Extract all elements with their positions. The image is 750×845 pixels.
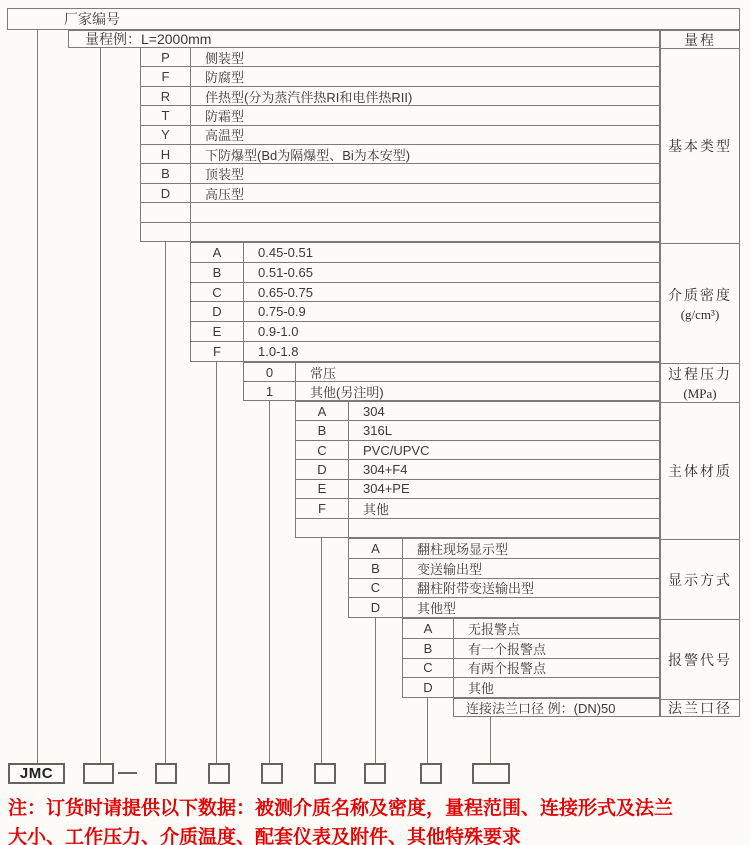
table-row xyxy=(141,66,659,85)
connector-line-display-mode xyxy=(375,618,376,763)
connector-line-flange xyxy=(490,717,491,763)
code-cell: C xyxy=(191,283,244,302)
material-code-box xyxy=(314,763,336,784)
desc-cell: 0.9-1.0 xyxy=(258,324,299,340)
desc-cell: 翻柱附带变送输出型 xyxy=(417,581,535,597)
table-row xyxy=(244,363,659,381)
connector-line-material xyxy=(321,538,322,763)
code-cell: H xyxy=(141,145,191,163)
desc-cell: 其他 xyxy=(363,501,390,517)
desc-cell: 下防爆型(Bd为隔爆型、Bi为本安型) xyxy=(205,147,411,163)
table-row xyxy=(403,619,659,638)
side-label-density: 介质密度 (g/cm³) xyxy=(661,243,739,363)
range-code-box xyxy=(83,763,114,784)
code-cell: A xyxy=(296,402,349,420)
desc-cell: 304 xyxy=(363,403,385,419)
code-cell: D xyxy=(141,184,191,202)
code-cell: A xyxy=(191,243,244,262)
desc-cell: 304+PE xyxy=(363,481,410,497)
table-row xyxy=(454,699,659,716)
desc-cell: 其他(另注明) xyxy=(310,384,384,400)
table-row xyxy=(141,144,659,163)
side-label-pressure: 过程压力 (MPa) xyxy=(661,363,739,402)
table-row xyxy=(296,459,659,478)
table-row xyxy=(141,105,659,124)
side-label-basic-type: 基本类型 xyxy=(661,48,739,243)
density-table xyxy=(190,242,660,362)
desc-cell xyxy=(191,203,659,221)
code-cell: C xyxy=(296,441,349,459)
table-row xyxy=(296,440,659,459)
table-row xyxy=(244,381,659,400)
connector-line-density xyxy=(216,362,217,763)
connector-line-basic-type xyxy=(165,242,166,763)
desc-cell: 防腐型 xyxy=(205,70,245,86)
desc-cell xyxy=(191,223,659,241)
model-prefix-box xyxy=(8,763,65,784)
flange-size-row xyxy=(453,698,660,717)
desc-cell: 0.75-0.9 xyxy=(258,304,306,320)
code-cell: B xyxy=(349,559,403,578)
table-row xyxy=(191,243,659,262)
code-cell: 1 xyxy=(244,382,296,400)
table-row xyxy=(296,479,659,498)
desc-cell: PVC/UPVC xyxy=(363,442,430,458)
code-cell: F xyxy=(191,342,244,361)
basic-type-table xyxy=(140,47,660,242)
side-label-range: 量程 xyxy=(684,33,716,49)
desc-cell: 其他 xyxy=(468,681,495,697)
desc-cell: 无报警点 xyxy=(468,621,521,637)
desc-cell: 0.65-0.75 xyxy=(258,284,313,300)
pressure-table xyxy=(243,362,660,401)
display-mode-code-box xyxy=(364,763,386,784)
pressure-code-box xyxy=(261,763,283,784)
table-row xyxy=(296,498,659,517)
side-label-column xyxy=(660,30,740,717)
basic-type-code-box xyxy=(155,763,177,784)
code-cell: B xyxy=(191,263,244,282)
table-row xyxy=(191,341,659,361)
desc-cell: 316L xyxy=(363,423,392,439)
side-label-material: 主体材质 xyxy=(661,402,739,539)
code-cell: A xyxy=(349,539,403,558)
code-cell: Y xyxy=(141,126,191,144)
table-row xyxy=(403,677,659,697)
range-example-row xyxy=(68,30,660,48)
desc-cell: 0.51-0.65 xyxy=(258,264,313,280)
desc-cell: 侧装型 xyxy=(205,50,245,66)
desc-cell: 变送输出型 xyxy=(417,561,483,577)
code-cell: F xyxy=(141,67,191,85)
table-row xyxy=(349,597,659,617)
table-row-empty xyxy=(141,202,659,221)
table-row xyxy=(141,183,659,202)
desc-cell: 防霜型 xyxy=(205,108,245,124)
desc-cell: 高压型 xyxy=(205,186,245,202)
desc-cell: 0.45-0.51 xyxy=(258,244,313,260)
range-example-label: 量程例：L=2000mm xyxy=(85,31,212,47)
code-cell: F xyxy=(296,499,349,517)
desc-cell: 伴热型(分为蒸汽伴热RI和电伴热RII) xyxy=(205,89,413,105)
table-row xyxy=(403,658,659,678)
code-cell: 0 xyxy=(244,363,296,381)
code-cell: D xyxy=(191,302,244,321)
density-code-box xyxy=(208,763,230,784)
desc-cell: 有一个报警点 xyxy=(468,641,547,657)
desc-cell xyxy=(349,519,659,537)
desc-cell: 304+F4 xyxy=(363,461,408,477)
table-row xyxy=(403,638,659,658)
code-cell: C xyxy=(349,579,403,598)
table-row xyxy=(141,125,659,144)
code-cell: D xyxy=(349,598,403,617)
code-cell: B xyxy=(141,164,191,182)
desc-cell: 高温型 xyxy=(205,128,245,144)
table-row xyxy=(349,539,659,558)
code-cell xyxy=(141,223,191,241)
code-cell: B xyxy=(296,421,349,439)
connector-line-alarm xyxy=(427,698,428,763)
code-cell: D xyxy=(403,678,454,697)
code-cell: C xyxy=(403,659,454,678)
desc-cell: 翻柱现场显示型 xyxy=(417,541,509,557)
table-row-empty xyxy=(141,222,659,241)
connector-line-pressure xyxy=(269,401,270,763)
desc-cell: 连接法兰口径 例：(DN)50 xyxy=(466,701,616,716)
flange-code-box xyxy=(472,763,510,784)
code-cell: E xyxy=(296,480,349,498)
material-table xyxy=(295,401,660,538)
connector-line-manufacturer xyxy=(37,30,38,763)
code-cell xyxy=(141,203,191,221)
code-cell: A xyxy=(403,619,454,638)
code-cell: P xyxy=(141,48,191,66)
side-label-display-mode: 显示方式 xyxy=(661,539,739,619)
code-cell: E xyxy=(191,322,244,341)
code-cell: D xyxy=(296,460,349,478)
alarm-code-table xyxy=(402,618,660,698)
code-cell: B xyxy=(403,639,454,658)
code-cell: T xyxy=(141,106,191,124)
table-row xyxy=(349,578,659,598)
manufacturer-number-label: 厂家编号 xyxy=(64,11,120,27)
desc-cell: 顶装型 xyxy=(205,167,245,183)
table-row xyxy=(296,402,659,420)
order-note-line-2: 大小、工作压力、介质温度、配套仪表及附件、其他特殊要求 xyxy=(8,827,522,845)
table-row xyxy=(191,301,659,321)
manufacturer-number-row xyxy=(7,8,740,30)
connector-line-range xyxy=(100,47,101,763)
table-row xyxy=(296,420,659,439)
table-row-empty xyxy=(296,518,659,537)
desc-cell: 其他型 xyxy=(417,601,457,617)
code-cell: R xyxy=(141,87,191,105)
code-cell xyxy=(296,519,349,537)
order-note-line-1: 注：订货时请提供以下数据：被测介质名称及密度，量程范围、连接形式及法兰 xyxy=(8,798,674,819)
model-prefix-label: JMC xyxy=(19,765,54,782)
display-mode-table xyxy=(348,538,660,618)
table-row xyxy=(191,262,659,282)
desc-cell: 有两个报警点 xyxy=(468,661,547,677)
desc-cell: 1.0-1.8 xyxy=(258,344,299,360)
table-row xyxy=(141,86,659,105)
table-row xyxy=(191,282,659,302)
table-row xyxy=(191,321,659,341)
side-label-alarm: 报警代号 xyxy=(661,619,739,699)
table-row xyxy=(349,558,659,578)
dash-separator xyxy=(118,772,137,774)
alarm-code-box xyxy=(420,763,442,784)
table-row xyxy=(141,163,659,182)
desc-cell: 常压 xyxy=(310,365,337,381)
order-note xyxy=(8,794,748,845)
table-row xyxy=(141,48,659,66)
side-label-flange: 法兰口径 xyxy=(661,699,739,716)
